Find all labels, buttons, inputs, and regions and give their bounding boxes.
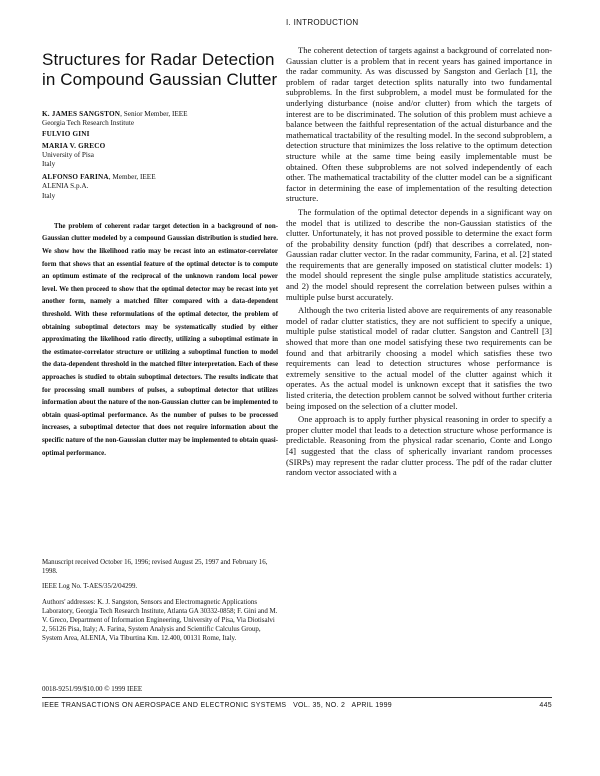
page-footer bbox=[42, 702, 552, 709]
author-role: , Senior Member, IEEE bbox=[120, 110, 188, 118]
footnotes bbox=[42, 558, 278, 650]
footnote-log-number: IEEE Log No. T-AES/35/2/04299. bbox=[42, 583, 138, 591]
right-column bbox=[286, 18, 552, 481]
author-role: , Member, IEEE bbox=[108, 173, 156, 182]
author-entry bbox=[42, 142, 278, 170]
copyright-line: 0018-9251/99/$10.00 © 1999 IEEE bbox=[42, 685, 143, 693]
paper-title: Structures for Radar Detection in Compound Gaussian Clutter bbox=[42, 50, 278, 89]
footnote-manuscript: Manuscript received October 16, 1996; revised August 25, 1997 and February 16, 1998. bbox=[42, 559, 268, 576]
intro-paragraph: One approach is to apply further physical reasoning in order to specify a proper clutter model that leads to a detection structure whose performance is predictable. Reasoning from the physical radar scenario, Conte and Longo [4] suggested that the class of spherically invariant random processes (SIRPs) may represent the radar clutter process. The pdf of the radar clutter random vector associated with a bbox=[286, 414, 552, 478]
author-entry bbox=[42, 110, 278, 128]
intro-paragraph: The formulation of the optimal detector depends in a significant way on the model that is utilized to describe the non-Gaussian statistics of the clutter. Unfortunately, it has not proved possible to determine the exact form of the probability density function (pdf) that describes a correlated, non-Gaussian radar clutter vector. In the radar community, Farina, et al. [2] stated the requirements that are generally imposed on statistical clutter models: 1) the model should represent the single pulse amplitude statistics accurately, and 2) the model should represent the correlation between pulses within a multiple pulse burst accurately. bbox=[286, 206, 552, 302]
abstract: The problem of coherent radar target detection in a background of non-Gaussian clutter modeled by a compound Gaussian distribution is studied here. We show how the likelihood ratio may be recast into an estimator-correlator form that shows that an essential feature of the optimal detector is to compute an optimum estimate of the reciprocal of the unknown random local power level. We then proceed to show that the optimal detector may be recast into yet another form, namely a matched filter compared with a data-dependent threshold. With these reformulations of the optimal detector, the problem of obtaining suboptimal detectors may be systematically studied by either approximating the likelihood ratio directly, utilizing a suboptimal estimate in the estimator-correlator structure or utilizing a suboptimal function to model the data-dependent threshold in the matched filter interpretation. Each of these approaches is studied to obtain suboptimal detectors. The results indicate that for processing small numbers of pulses, a suboptimal detector that utilizes information about the nature of the non-Gaussian clutter can be implemented to obtain quasi-optimal performance. As the number of pulses to be processed increases, a suboptimal detector that does not require information about the specific nature of the non-Gaussian clutter may be implemented to obtain quasi-optimal performance. bbox=[42, 222, 278, 457]
author-list bbox=[42, 110, 278, 201]
author-name: ALFONSO FARINA bbox=[42, 173, 109, 182]
author-affiliation: University of Pisa Italy bbox=[42, 150, 94, 169]
section-heading-introduction: I. INTRODUCTION bbox=[286, 18, 359, 27]
author-entry bbox=[42, 130, 278, 139]
left-column bbox=[42, 50, 278, 467]
author-name: MARIA V. GRECO bbox=[42, 141, 106, 150]
author-affiliation: Georgia Tech Research Institute bbox=[42, 119, 135, 128]
intro-paragraph: Although the two criteria listed above are requirements of any reasonable model of radar clutter statistics, they are not sufficient to specify a unique, multiple pulse statistical model of radar clutter. Sangston and Cantrell [3] showed that more than one model satisfying these two requirements can be found and that arbitrarily choosing a model which satisfies these two requirements can lead to detection structures whose performance is extremely sensitive to the actual model of the clutter against which it operates. As the actual model is unknown except that it satisfies the two listed criteria, the detection problem cannot be solved without further criteria being imposed on the selection of a clutter model. bbox=[286, 305, 552, 411]
intro-paragraph: The coherent detection of targets against a background of correlated non-Gaussian clutter is a problem that in recent years has gained importance in the radar community. As was discussed by Sangston and Gerlach [1], the problem of radar target detection splits naturally into two fundamental subproblems. In the first subproblem, a model must be formulated for the underlying disturbance (noise and/or clutter) from which the targets of interest are to be discriminated. The solution of this problem must achieve a balance between the faithful representation of the actual disturbance and the mathematical tractability of the resulting model. In the second subproblem, a detection structure that minimizes the loss relative to the optimum detection structure while at the same time being easily implementable must be obtained. Often these subproblems are not solved independently of each other. The mathematical tractability of the clutter model can be a significant factor in determining the ease of implementation of the resulting detection structure. bbox=[286, 45, 552, 204]
footer-rule bbox=[42, 697, 552, 698]
journal-name: IEEE TRANSACTIONS ON AEROSPACE AND ELECTRONIC SYSTEMS VOL. 35, NO. 2 APRIL 1999 bbox=[42, 702, 392, 709]
author-name: K. JAMES SANGSTON bbox=[42, 110, 121, 118]
author-name: FULVIO GINI bbox=[42, 130, 90, 139]
author-entry bbox=[42, 173, 278, 201]
footnote-addresses: Authors' addresses: K. J. Sangston, Sensors and Electromagnetic Applications Laboratory, Georgia Tech Research Institute, Atlanta GA 30332-0858; F. Gini and M. V. Greco, Department of Information Engineering, University of Pisa, Via Diotisalvi 2, 56126 Pisa, Italy; A. Farina, System Analysis and Scientific Calculus Group, System Area, ALENIA, Via Tiburtina Km. 12.400, 00131 Rome, Italy. bbox=[42, 598, 278, 643]
page-number: 445 bbox=[539, 702, 552, 709]
author-affiliation: ALENIA S.p.A. Italy bbox=[42, 182, 89, 200]
